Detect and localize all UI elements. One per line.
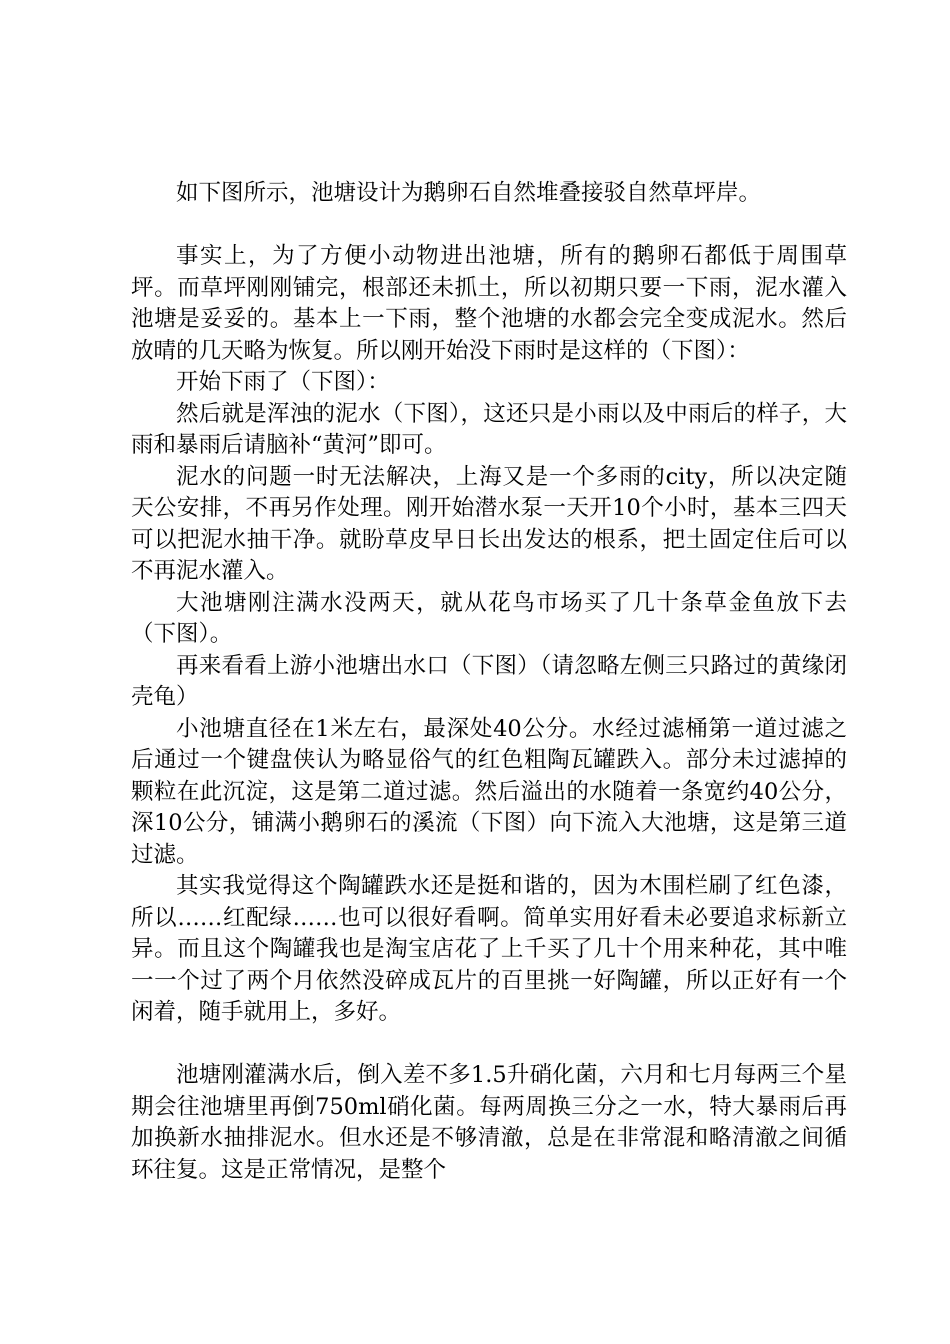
blank-line (131, 1029, 847, 1061)
paragraph-rain-start: 开始下雨了（下图）： (176, 369, 390, 395)
paragraph-turbid-water: 然后就是浑浊的泥水（下图），这还只是小雨以及中雨后的样子，大雨和暴雨后请脑补“黄河”即可。 (131, 400, 847, 458)
document-body (131, 178, 847, 1186)
paragraph-pond-design: 如下图所示，池塘设计为鹅卵石自然堆叠接驳自然草坪岸。 (176, 180, 762, 206)
paragraph-muddy-water: 事实上，为了方便小动物进出池塘，所有的鹅卵石都低于周围草坪。而草坪刚刚铺完，根部还未抓土，所以初期只要一下雨，泥水灌入池塘是妥妥的。基本上一下雨，整个池塘的水都会完全变成泥水。然后放晴的几天略为恢复。所以刚开始没下雨时是这样的（下图）： (131, 243, 847, 364)
paragraph-nitrifying-bacteria: 池塘刚灌满水后，倒入差不多1.5升硝化菌，六月和七月每两三个星期会往池塘里再倒750ml硝化菌。每两周换三分之一水，特大暴雨后再加换新水抽排泥水。但水还是不够清澈，总是在非常混和略清澈之间循环往复。这是正常情况，是整个 (131, 1062, 847, 1183)
paragraph-filtration: 小池塘直径在1米左右，最深处40公分。水经过滤桶第一道过滤之后通过一个键盘侠认为略显俗气的红色粗陶瓦罐跌入。部分未过滤掉的颗粒在此沉淀，这是第二道过滤。然后溢出的水随着一条宽约40公分，深10公分，铺满小鹅卵石的溪流（下图）向下流入大池塘，这是第三道过滤。 (131, 715, 847, 868)
blank-line (131, 210, 847, 242)
paragraph-mud-problem: 泥水的问题一时无法解决，上海又是一个多雨的city，所以决定随天公安排，不再另作处理。刚开始潜水泵一天开10个小时，基本三四天可以把泥水抽干净。就盼草皮早日长出发达的根系，把土固定住后可以不再泥水灌入。 (131, 463, 847, 584)
paragraph-small-pond-outlet: 再来看看上游小池塘出水口（下图）（请忽略左侧三只路过的黄缘闭壳龟） (131, 652, 847, 710)
paragraph-clay-pot: 其实我觉得这个陶罐跌水还是挺和谐的，因为木围栏刷了红色漆，所以……红配绿……也可以很好看啊。简单实用好看未必要追求标新立异。而且这个陶罐我也是淘宝店花了上千买了几十个用来种花，其中唯一一个过了两个月依然没碎成瓦片的百里挑一好陶罐，所以正好有一个闲着，随手就用上，多好。 (131, 873, 847, 1025)
paragraph-goldfish: 大池塘刚注满水没两天，就从花鸟市场买了几十条草金鱼放下去（下图）。 (131, 589, 847, 647)
